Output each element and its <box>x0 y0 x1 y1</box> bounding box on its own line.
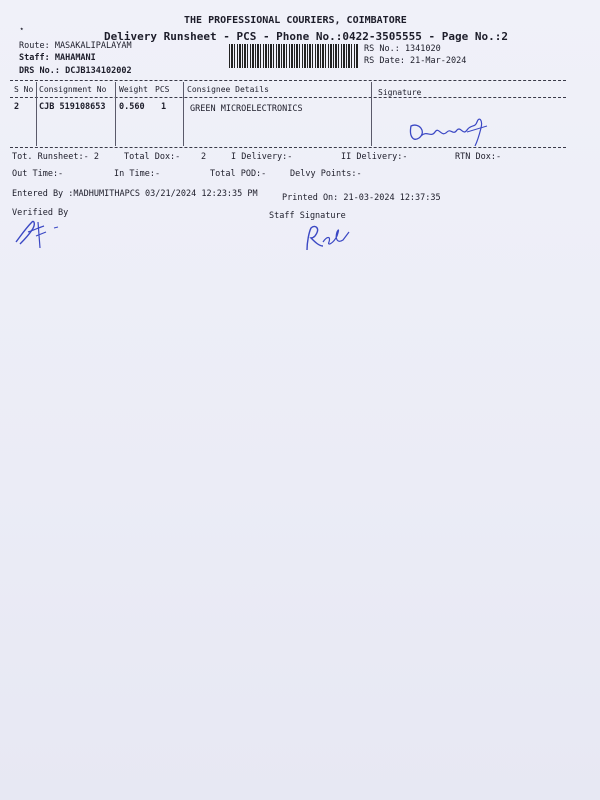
runsheet-subtitle: Delivery Runsheet - PCS - Phone No.:0422-3505555 - Page No.:2 <box>104 30 508 43</box>
verifier-signature <box>10 214 66 254</box>
col-separator <box>183 82 184 146</box>
col-separator <box>115 82 116 146</box>
delvy-points: Delvy Points:- <box>290 169 362 179</box>
staff-signature <box>303 222 353 254</box>
staff-line <box>19 53 96 63</box>
staff-signature-label: Staff Signature <box>269 211 346 221</box>
rtn-dox: RTN Dox:- <box>455 152 502 162</box>
consignee-signature <box>405 112 495 148</box>
rs-number: RS No.: 1341020 <box>364 44 441 54</box>
staff-label: Staff: <box>19 53 50 63</box>
drs-line <box>19 66 132 76</box>
printed-on: Printed On: 21-03-2024 12:37:35 <box>282 193 441 203</box>
verified-by-label: Verified By <box>12 208 69 218</box>
header-consignee: Consignee Details <box>187 85 269 94</box>
barcode-image <box>229 44 359 68</box>
header-pcs: PCS <box>155 85 170 94</box>
total-dox-value: 2 <box>201 152 207 162</box>
corner-mark: ⋆ <box>19 25 25 35</box>
header-sno: S No <box>14 85 34 94</box>
col-separator <box>371 82 372 146</box>
header-weight: Weight <box>119 85 148 94</box>
cell-pcs: 1 <box>161 102 167 112</box>
drs-value: DCJB134102002 <box>65 66 132 76</box>
route-label: Route: MASAKALIPALAYAM <box>19 41 132 51</box>
staff-value: MAHAMANI <box>54 53 96 63</box>
ii-delivery: II Delivery:- <box>341 152 408 162</box>
total-dox-label: Total Dox:- <box>124 152 181 162</box>
cell-weight: 0.560 <box>119 102 145 112</box>
table-top-rule <box>10 80 566 81</box>
tot-runsheet: Tot. Runsheet:- 2 <box>12 152 99 162</box>
col-separator <box>36 82 37 146</box>
entered-by: Entered By :MADHUMITHAPCS 03/21/2024 12:23:35 PM <box>12 189 258 199</box>
header-consignment: Consignment No <box>39 85 107 94</box>
total-pod: Total POD:- <box>210 169 267 179</box>
cell-sno: 2 <box>14 102 20 112</box>
table-header-rule <box>10 97 566 98</box>
out-time: Out Time:- <box>12 169 64 179</box>
cell-consignee: GREEN MICROELECTRONICS <box>190 104 303 114</box>
cell-consignment: CJB 519108653 <box>39 102 106 112</box>
in-time: In Time:- <box>114 169 161 179</box>
header-signature: Signature <box>378 88 422 97</box>
company-title: THE PROFESSIONAL COURIERS, COIMBATORE <box>184 15 407 26</box>
drs-label: DRS No.: <box>19 66 60 76</box>
i-delivery: I Delivery:- <box>231 152 293 162</box>
rs-date: RS Date: 21-Mar-2024 <box>364 56 467 66</box>
